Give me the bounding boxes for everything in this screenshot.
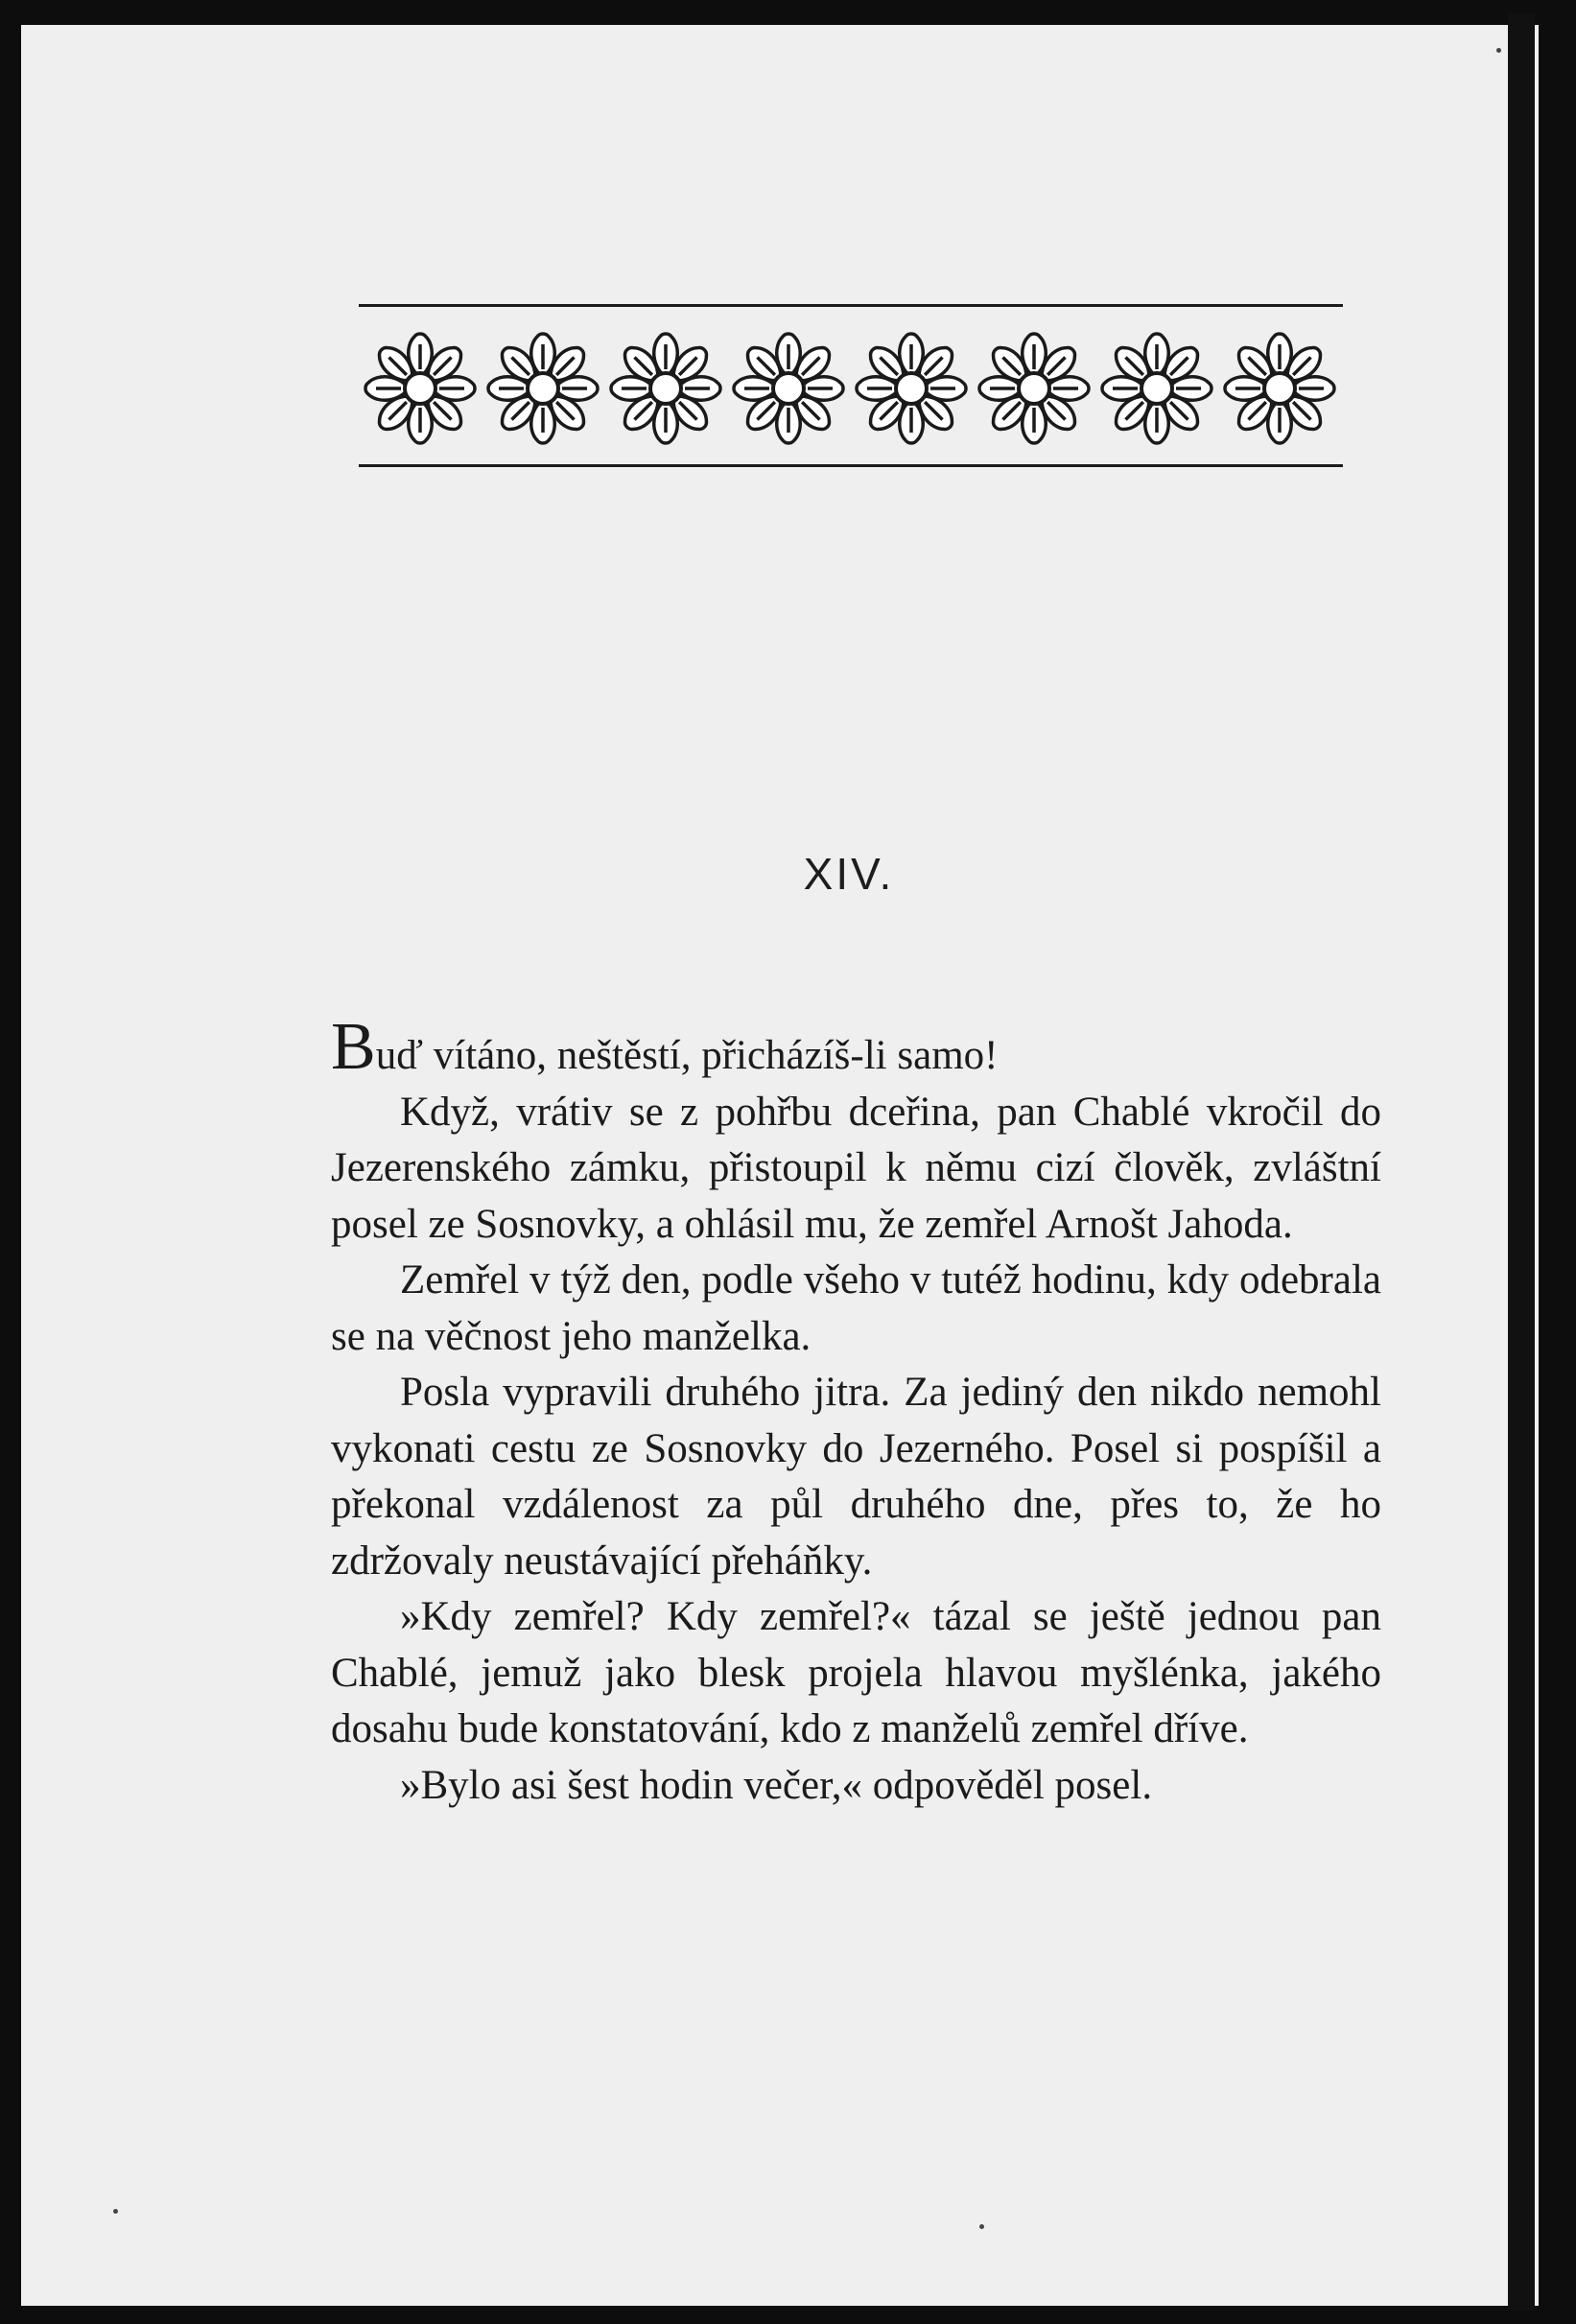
initial-letter: B bbox=[331, 1010, 376, 1084]
flower-ornament-band bbox=[359, 330, 1343, 447]
flower-rosette-icon bbox=[979, 334, 1089, 443]
flower-rosette-icon bbox=[1102, 334, 1211, 443]
flower-rosette-icon bbox=[1225, 334, 1334, 443]
paragraph: Zemřel v týž den, podle všeho v tutéž hodinu, kdy odebrala se na věčnost jeho manželka. bbox=[331, 1257, 1381, 1359]
paragraph bbox=[331, 1010, 1381, 1085]
paper-speck bbox=[979, 2224, 984, 2229]
chapter-heading: XIV. bbox=[803, 849, 895, 899]
ornament-top-rule bbox=[359, 304, 1343, 307]
paragraph: »Bylo asi šest hodin večer,« odpověděl posel. bbox=[400, 1762, 1153, 1808]
page-edge-shadow bbox=[1508, 13, 1535, 2311]
paper-speck bbox=[1496, 48, 1501, 53]
flower-rosette-icon bbox=[734, 334, 843, 443]
ornament-bottom-rule bbox=[359, 464, 1343, 467]
body-text bbox=[331, 1010, 1381, 1814]
flower-rosette-icon bbox=[365, 334, 475, 443]
flower-rosette-icon bbox=[488, 334, 598, 443]
paragraph: Posla vypravili druhého jitra. Za jediný den nikdo nemohl vykonati cestu ze Sosnovky do Jezerného. Posel si pospíšil a překonal vzdálenost za půl druhého dne, přes to, že ho zdržovaly neustávající přeháňky. bbox=[331, 1370, 1381, 1584]
paragraph: Když, vrátiv se z pohřbu dceřina, pan Chablé vkročil do Jezerenského zámku, přistoupil k němu cizí člověk, zvláštní posel ze Sosnovky, a ohlásil mu, že zemřel Arnošt Jahoda. bbox=[331, 1089, 1381, 1247]
flower-rosette-icon bbox=[611, 334, 720, 443]
paragraph: »Kdy zemřel? Kdy zemřel?« tázal se ještě jednou pan Chablé, jemuž jako blesk projela hlavou myšlénka, jakého dosahu bude konstatování, kdo z manželů zemřel dříve. bbox=[331, 1594, 1381, 1751]
flower-rosette-icon bbox=[857, 334, 966, 443]
paragraph-text: uď vítáno, neštěstí, přicházíš-li samo! bbox=[375, 1033, 999, 1078]
paper-speck bbox=[113, 2209, 118, 2214]
